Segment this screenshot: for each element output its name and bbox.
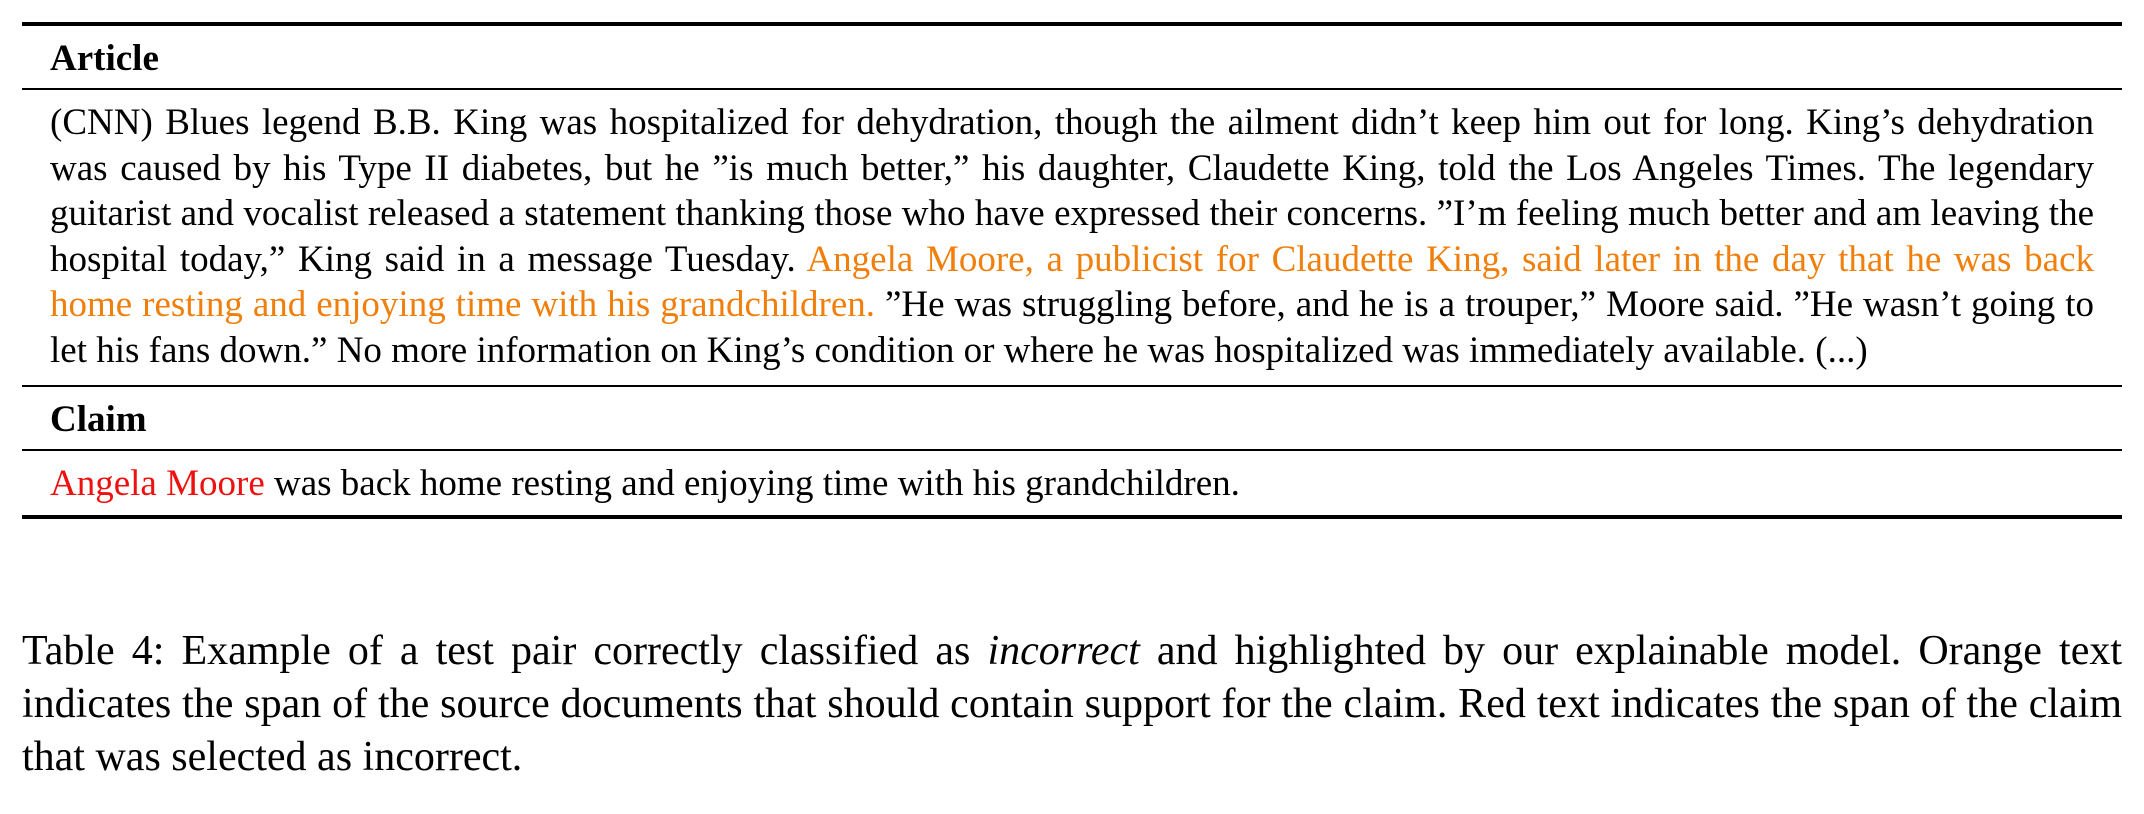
claim-header: Claim xyxy=(50,399,147,440)
example-table xyxy=(22,22,2122,519)
caption-suffix: and highlighted by our explainable model. Orange text indicates the span of the source documents that should contain support for the claim. Red text indicates the span of the claim that was selected as incorrect. xyxy=(22,628,2123,780)
caption-prefix: Table 4: Example of a test pair correctly classified as xyxy=(22,628,988,674)
article-text xyxy=(22,90,2122,385)
claim-text xyxy=(22,451,2122,515)
article-text-before: (CNN) Blues legend B.B. King was hospitalized for dehydration, though the ailment didn’t keep him out for long. King’s dehydration was caused by his Type II diabetes, but he ”is much better,” his daughter, Claudette King, told the Los Angeles Times. The legendary guitarist and vocalist released a statement thanking those who have expressed their concerns. ”I’m feeling much better and am leaving the hospital today,” King said in a message Tuesday. xyxy=(50,102,2094,280)
claim-text-rest: was back home resting and enjoying time with his grandchildren. xyxy=(264,463,1240,504)
table-bottom-rule xyxy=(22,515,2122,519)
claim-incorrect-span: Angela Moore xyxy=(50,463,265,504)
article-header: Article xyxy=(50,38,159,79)
caption-emphasis: incorrect xyxy=(987,628,1140,674)
table-caption xyxy=(22,625,2122,784)
article-support-span: Angela Moore, a publicist for Claudette King, said later in the day that he was back home resting and enjoying time with his grandchildren. xyxy=(50,238,2094,325)
article-text-after: ”He was struggling before, and he is a trouper,” Moore said. ”He wasn’t going to let his fans down.” No more information on King’s condition or where he was hospitalized was immediately available. (...) xyxy=(50,284,2094,371)
